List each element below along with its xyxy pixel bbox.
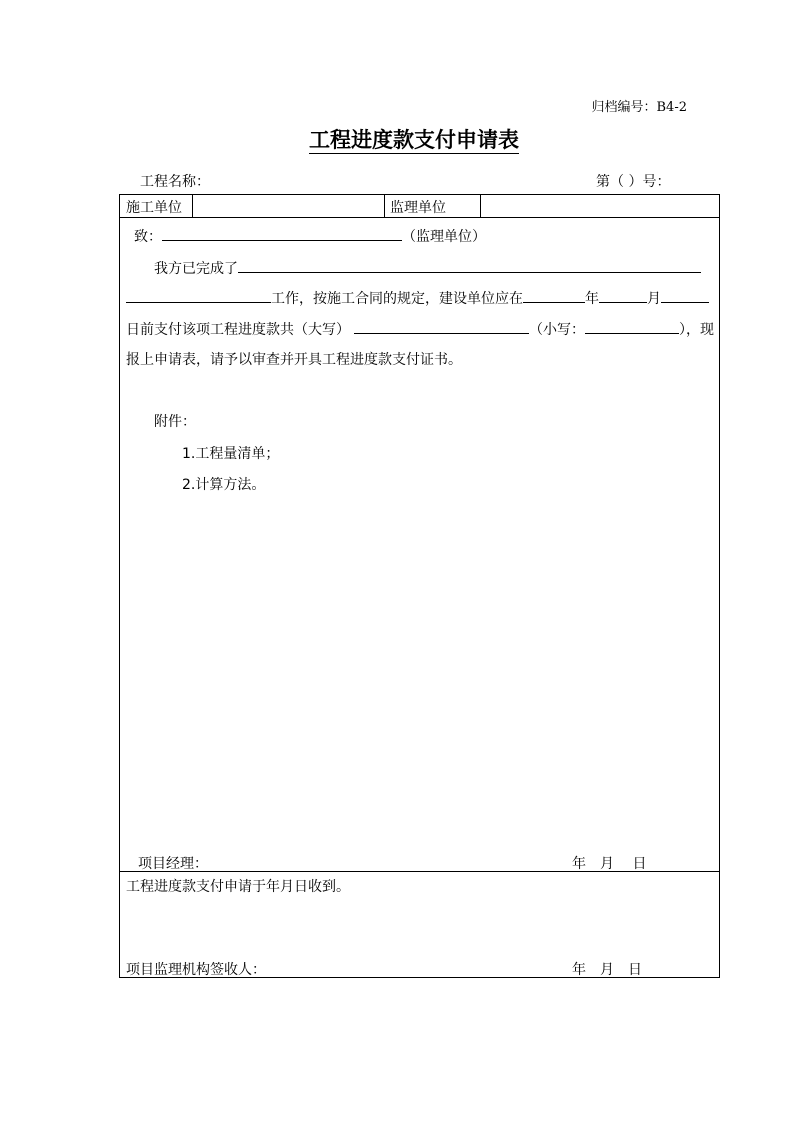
page-title-text: 工程进度款支付申请表: [309, 127, 519, 152]
project-name-label: 工程名称：: [140, 174, 210, 190]
signer-label: 项目监理机构签收人：: [126, 962, 266, 978]
completed-line: [154, 257, 701, 278]
to-line: [134, 225, 486, 246]
divider: [120, 217, 719, 218]
divider: [384, 195, 385, 217]
divider: [120, 871, 719, 872]
year-blank[interactable]: [523, 287, 585, 303]
supervisor-field[interactable]: [484, 197, 714, 215]
amount-uppercase-blank[interactable]: [354, 318, 529, 334]
to-blank[interactable]: [162, 225, 402, 241]
form-number-label: 第（ ）号：: [596, 174, 671, 190]
completed-prefix: 我方已完成了: [154, 261, 238, 277]
attachment-label: 附件：: [154, 414, 196, 430]
completed-blank[interactable]: [238, 257, 701, 273]
contractor-field[interactable]: [196, 197, 380, 215]
attachment-item: 1.工程量清单；: [182, 446, 280, 462]
month-label: 月: [647, 291, 661, 307]
to-label: 致：: [134, 229, 162, 245]
month-blank[interactable]: [599, 287, 647, 303]
amount-line: [126, 318, 714, 339]
attachment-item: 2.计算方法。: [182, 477, 266, 493]
received-text: 工程进度款支付申请于年月日收到。: [126, 879, 350, 895]
page-title: [0, 124, 794, 154]
divider: [192, 195, 193, 217]
supervisor-label: 监理单位: [390, 200, 446, 216]
divider: [480, 195, 481, 217]
project-manager-label: 项目经理：: [138, 856, 208, 872]
to-suffix: （监理单位）: [402, 229, 486, 245]
contractor-label: 施工单位: [126, 200, 182, 216]
amount-small-label: （小写：: [529, 322, 585, 338]
year-label: 年: [585, 291, 599, 307]
amount-lowercase-blank[interactable]: [585, 318, 679, 334]
form-table: [119, 194, 720, 978]
pm-date-label: 年 月 日: [572, 856, 647, 872]
archive-number: 归档编号：B4-2: [591, 100, 687, 115]
day-blank[interactable]: [661, 287, 709, 303]
amount-end: ），现: [679, 322, 714, 338]
work-blank[interactable]: [126, 287, 271, 303]
amount-prefix: 日前支付该项工程进度款共（大写）: [126, 322, 350, 338]
schedule-text: 工作，按施工合同的规定，建设单位应在: [271, 291, 523, 307]
schedule-line: [126, 287, 709, 308]
request-line: 报上申请表，请予以审查并开具工程进度款支付证书。: [126, 352, 462, 368]
signer-date-label: 年 月 日: [572, 962, 642, 978]
